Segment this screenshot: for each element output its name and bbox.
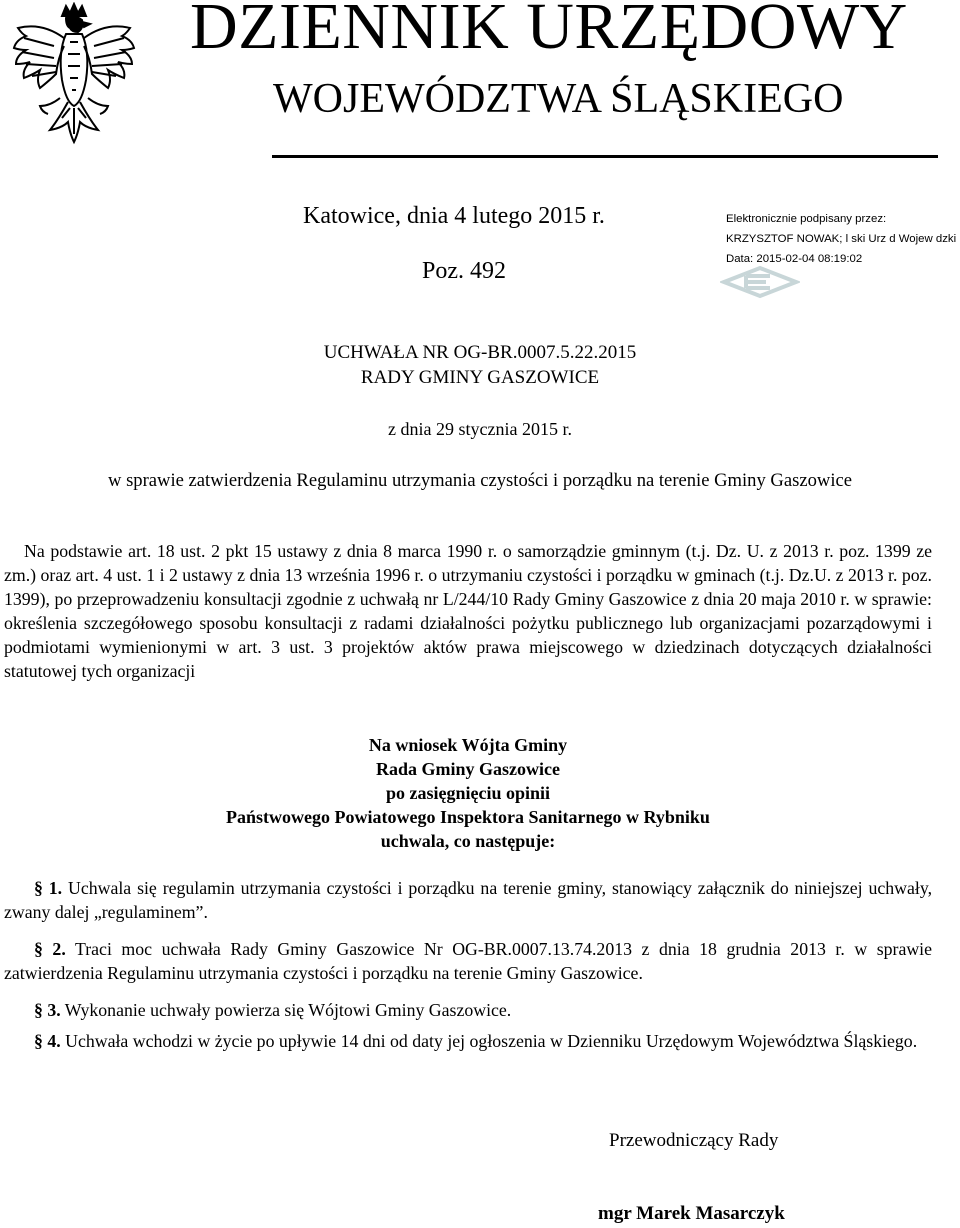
section-text: Traci moc uchwała Rady Gminy Gaszowice Nr OG-BR.0007.13.74.2013 z dnia 18 grudnia 2013 r. w sprawie zatwierdzenia Regulaminu utrzymania czystości i porządku na terenie Gminy Gaszowice. xyxy=(4,939,933,983)
signature-signer: KRZYSZTOF NOWAK; l ski Urz d Wojew dzki xyxy=(726,233,957,245)
masthead-title: DZIENNIK URZĘDOWY xyxy=(190,0,908,63)
polish-eagle-emblem xyxy=(10,2,138,152)
masthead-rule xyxy=(272,155,938,158)
signature-logo-icon xyxy=(720,264,800,300)
resolution-subject: w sprawie zatwierdzenia Regulaminu utrzymania czystości i porządku na terenie Gminy Gaszowice xyxy=(108,470,852,491)
section-2 xyxy=(4,937,932,985)
section-4 xyxy=(4,1029,932,1053)
section-number: § 1. xyxy=(34,878,63,898)
signature-date: Data: 2015-02-04 08:19:02 xyxy=(726,253,863,265)
initiative-line: uchwala, co następuje: xyxy=(380,831,556,851)
section-3 xyxy=(4,998,932,1022)
electronic-signature-block xyxy=(726,209,960,269)
initiative-line: po zasięgnięciu opinii xyxy=(385,783,551,803)
section-number: § 4. xyxy=(34,1031,61,1051)
resolution-body: RADY GMINY GASZOWICE xyxy=(360,367,600,388)
section-text: Wykonanie uchwały powierza się Wójtowi Gminy Gaszowice. xyxy=(64,1000,512,1020)
signatory-name: mgr Marek Masarczyk xyxy=(598,1203,785,1224)
initiative-block xyxy=(4,733,932,853)
resolution-number: UCHWAŁA NR OG-BR.0007.5.22.2015 xyxy=(323,342,637,363)
publication-position: Poz. 492 xyxy=(422,258,506,284)
section-text: Uchwała wchodzi w życie po upływie 14 dni od daty jej ogłoszenia w Dzienniku Urzędowym Województwa Śląskiego. xyxy=(65,1031,918,1051)
signatory-role: Przewodniczący Rady xyxy=(609,1130,779,1151)
initiative-line: Rada Gminy Gaszowice xyxy=(376,759,560,779)
section-1 xyxy=(4,876,932,924)
section-text: Uchwala się regulamin utrzymania czystości i porządku na terenie gminy, stanowiący załącznik do niniejszej uchwały, zwany dalej „regulaminem”. xyxy=(4,878,933,922)
publication-date: Katowice, dnia 4 lutego 2015 r. xyxy=(303,203,605,229)
section-number: § 2. xyxy=(34,939,66,959)
initiative-line: Na wniosek Wójta Gminy xyxy=(368,735,568,755)
resolution-date: z dnia 29 stycznia 2015 r. xyxy=(388,419,572,439)
masthead-subtitle: WOJEWÓDZTWA ŚLĄSKIEGO xyxy=(273,76,844,122)
legal-basis-paragraph: Na podstawie art. 18 ust. 2 pkt 15 ustawy z dnia 8 marca 1990 r. o samorządzie gminnym (t.j. Dz. U. z 2013 r. poz. 1399 ze zm.) oraz art. 4 ust. 1 i 2 ustawy z dnia 13 września 1996 r. o utrzymaniu czystości i porządku w gminach (t.j. Dz.U. z 2013 r. poz. 1399), po przeprowadzeniu konsultacji zgodnie z uchwałą nr L/244/10 Rady Gminy Gaszowice z dnia 20 maja 2010 r. w sprawie: określenia szczegółowego sposobu konsultacji z radami działalności pożytku publicznego lub organizacjami pozarządowymi i podmiotami wymienionymi w art. 3 ust. 3 projektów aktów prawa miejscowego w dziedzinach dotyczących działalności statutowej tych organizacji xyxy=(4,541,932,681)
initiative-line: Państwowego Powiatowego Inspektora Sanitarnego w Rybniku xyxy=(226,807,710,827)
signature-label: Elektronicznie podpisany przez: xyxy=(726,213,887,225)
section-number: § 3. xyxy=(34,1000,61,1020)
